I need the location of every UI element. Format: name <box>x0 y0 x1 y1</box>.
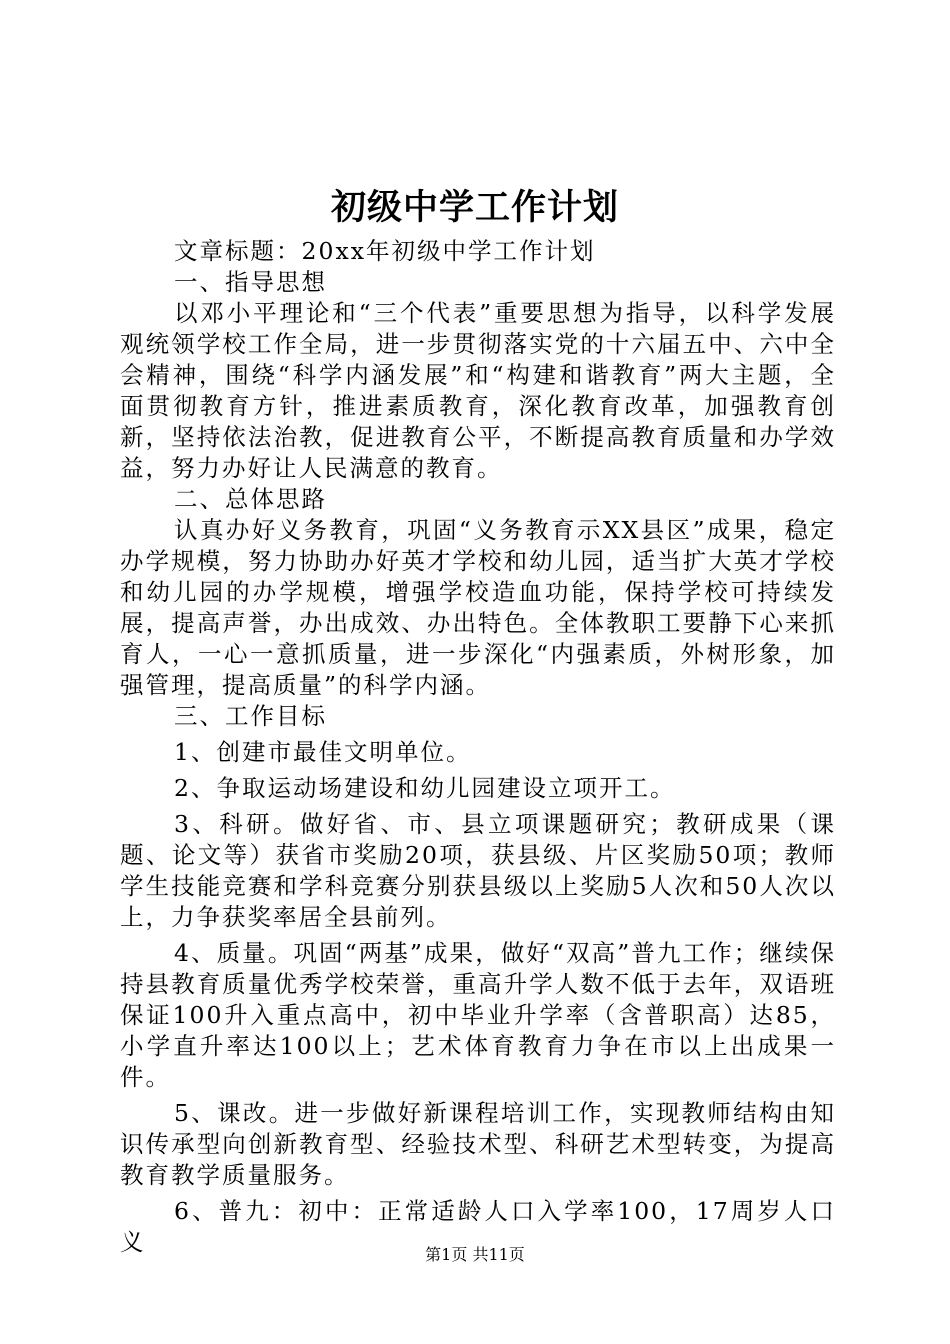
section-heading-work-goals: 三、工作目标 <box>174 702 328 730</box>
document-body <box>120 236 836 1258</box>
document-title: 初级中学工作计划 <box>330 187 619 228</box>
goal-item-2: 2、争取运动场建设和幼儿园建设立项开工。 <box>174 774 676 802</box>
goal-item-6: 6、普九：初中：正常适龄人口入学率100，17周岁人口义 <box>120 1197 836 1256</box>
section-heading-guiding-thought: 一、指导思想 <box>174 268 328 296</box>
paragraph-overall-approach: 认真办好义务教育，巩固“义务教育示XX县区”成果，稳定办学规模，努力协助办好英才学校和幼儿园，适当扩大英才学校和幼儿园的办学规模，增强学校造血功能，保持学校可持续发展，提高声誉，办出成效、办出特色。全体教职工要静下心来抓育人，一心一意抓质量，进一步深化“内强素质，外树形象，加强管理，提高质量”的科学内涵。 <box>120 516 836 699</box>
goal-item-1: 1、创建市最佳文明单位。 <box>174 738 472 766</box>
goal-item-5: 5、课改。进一步做好新课程培训工作，实现教师结构由知识传承型向创新教育型、经验技术型、科研艺术型转变，为提高教育教学质量服务。 <box>120 1099 836 1189</box>
goal-item-4: 4、质量。巩固“两基”成果，做好“双高”普九工作；继续保持县教育质量优秀学校荣誉，重高升学人数不低于去年，双语班保证100升入重点高中，初中毕业升学率（含普职高）达85，小学直升率达100以上；艺术体育教育力争在市以上出成果一件。 <box>120 939 836 1091</box>
goal-item-3: 3、科研。做好省、市、县立项课题研究；教研成果（课题、论文等）获省市奖励20项，获县级、片区奖励50项；教师学生技能竞赛和学科竞赛分别获县级以上奖励5人次和50人次以上，力争获奖率居全县前列。 <box>120 810 836 931</box>
paragraph-guiding-thought: 以邓小平理论和“三个代表”重要思想为指导，以科学发展观统领学校工作全局，进一步贯彻落实党的十六届五中、六中全会精神，围绕“科学内涵发展”和“构建和谐教育”两大主题，全面贯彻教育方针，推进素质教育，深化教育改革，加强教育创新，坚持依法治教，促进教育公平，不断提高教育质量和办学效益，努力办好让人民满意的教育。 <box>120 299 836 482</box>
article-title-line: 文章标题：20xx年初级中学工作计划 <box>174 237 596 265</box>
page-footer: 第1页 共11页 <box>425 1245 525 1264</box>
section-heading-overall-approach: 二、总体思路 <box>174 485 328 513</box>
